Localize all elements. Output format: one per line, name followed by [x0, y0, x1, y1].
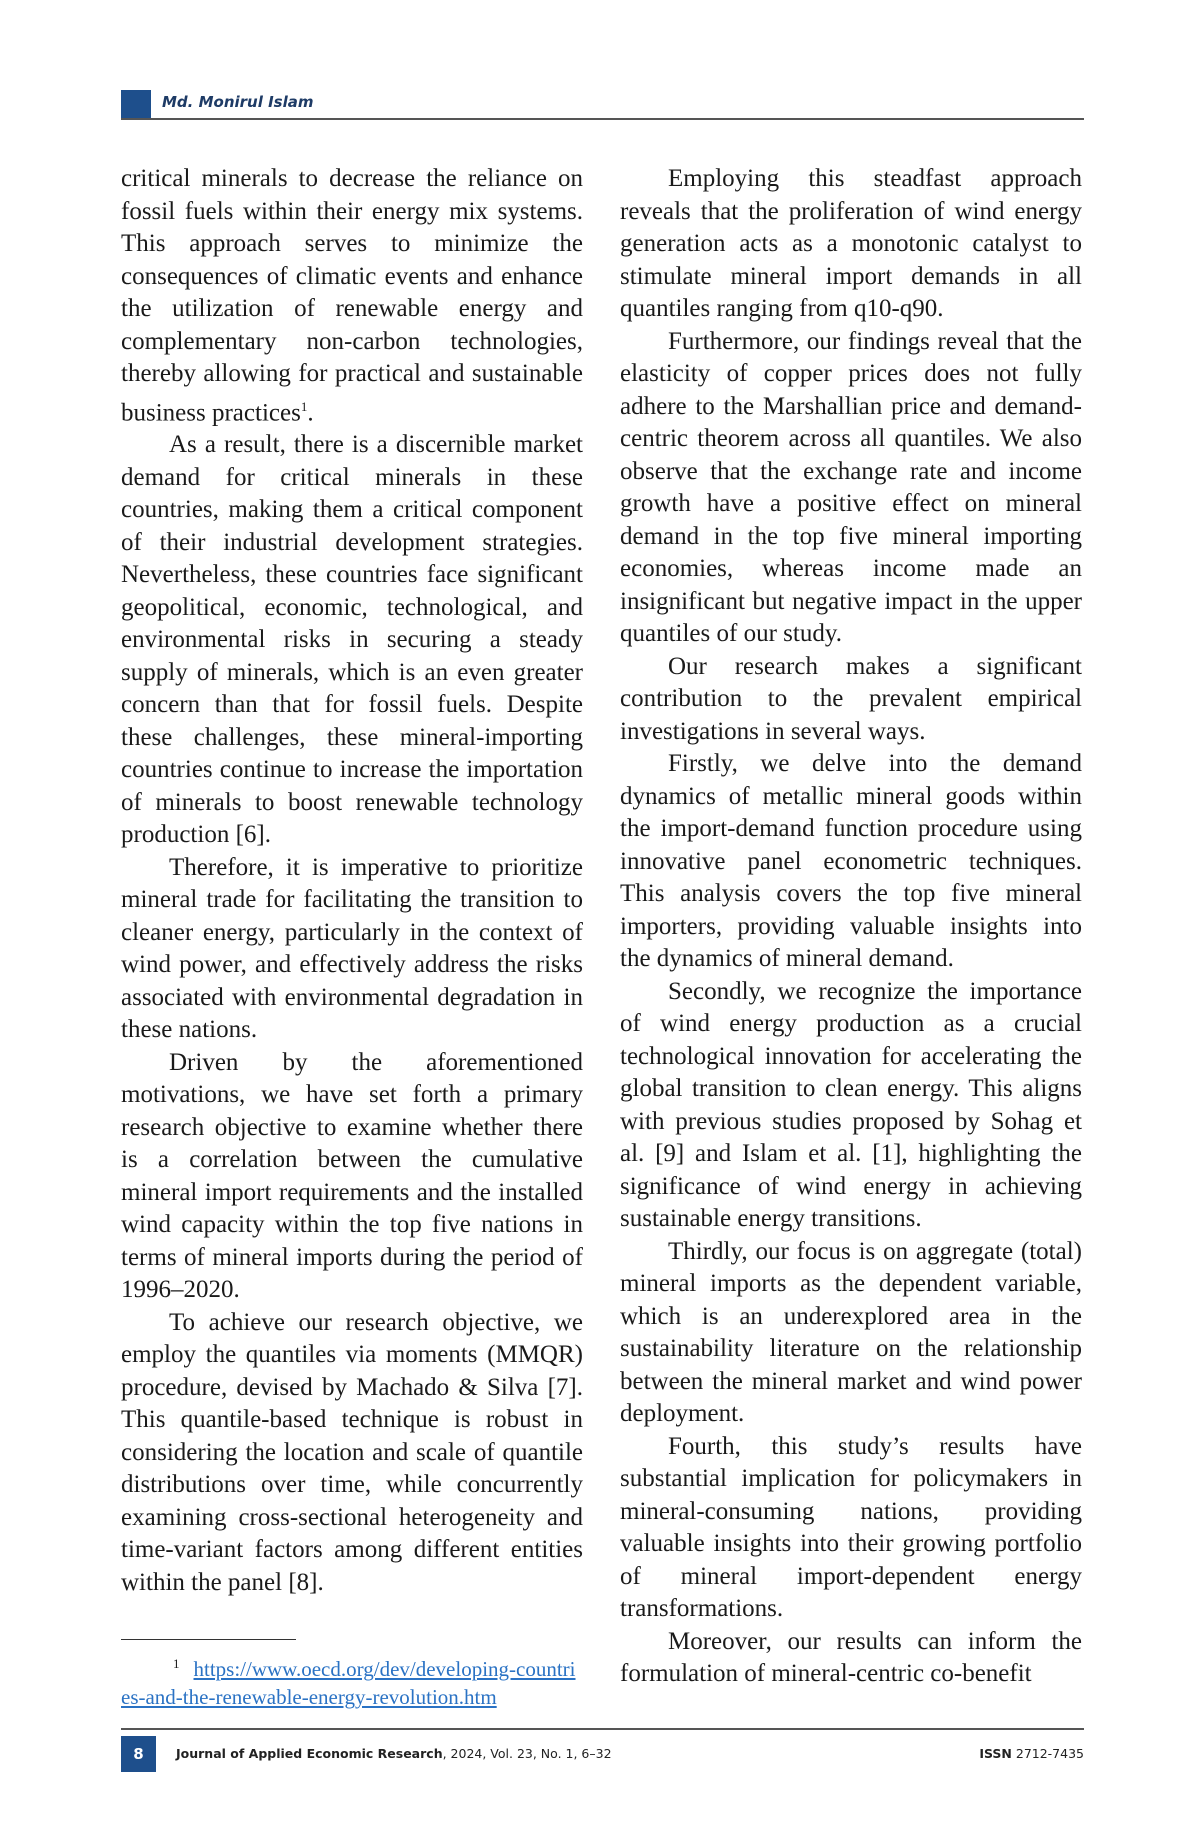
- issn-label: ISSN: [979, 1746, 1012, 1761]
- running-header-author: Md. Monirul Islam: [162, 93, 314, 111]
- footnote-link[interactable]: https://www.oecd.org/dev/developing-countries-and-the-renewable-energy-revolution.htm: [121, 1657, 576, 1709]
- paragraph: Employing this steadfast approach reveals that the proliferation of wind energy generation acts as a monotonic catalyst to stimulate mineral import demands in all quantiles ranging from q10-q90.: [620, 165, 1082, 322]
- paragraph: Secondly, we recognize the importance of wind energy production as a crucial technological innovation for accelerating the global transition to clean energy. This aligns with previous studies proposed by Sohag et al. [9] and Islam et al. [1], highlighting the significance of wind energy in achieving sustainable energy transitions.: [620, 977, 1082, 1232]
- header-divider: [121, 118, 1084, 120]
- paragraph: Furthermore, our findings reveal that the elasticity of copper prices does not fully adhere to the Marshallian price and demand-centric theorem across all quantiles. We also observe that the exchange rate and income growth have a positive effect on mineral demand in the top five mineral importing economies, whereas income made an insignificant but negative impact in the upper quantiles of our study.: [620, 327, 1082, 647]
- header-accent-block: [121, 90, 151, 120]
- right-column: [620, 163, 1082, 1691]
- paragraph: Our research makes a significant contribution to the prevalent empirical investigations in several ways.: [620, 652, 1082, 745]
- paragraph: To achieve our research objective, we employ the quantiles via moments (MMQR) procedure, devised by Machado & Silva [7]. This quantile-based technique is robust in considering the location and scale of quantile distributions over time, while concurrently examining cross-sectional heterogeneity and time-variant factors among different entities within the panel [8].: [121, 1308, 583, 1596]
- footnote-mark: 1: [173, 1656, 180, 1671]
- paragraph: critical minerals to decrease the reliance on fossil fuels within their energy mix systems. This approach serves to minimize the consequences of climatic events and enhance the utilization of renewable energy and complementary non-carbon technologies, thereby allowing for practical and sustainable business practices$^1$.: [121, 165, 583, 426]
- issn: [979, 1746, 1084, 1761]
- journal-citation: [176, 1746, 612, 1761]
- page-number: 8: [121, 1736, 156, 1772]
- journal-details: , 2024, Vol. 23, No. 1, 6–32: [442, 1746, 612, 1761]
- paragraph: Thirdly, our focus is on aggregate (total) mineral imports as the dependent variable, which is an underexplored area in the sustainability literature on the relationship between the mineral market and wind power deployment.: [620, 1237, 1082, 1427]
- paragraph: Fourth, this study’s results have substantial implication for policymakers in mineral-consuming nations, providing valuable insights into their growing portfolio of mineral import-dependent energy transformations.: [620, 1432, 1082, 1622]
- left-column: [121, 163, 583, 1599]
- footnote-divider: [121, 1639, 296, 1640]
- paragraph: As a result, there is a discernible market demand for critical minerals in these countries, making them a critical component of their industrial development strategies. Nevertheless, these countries face significant geopolitical, economic, technological, and environmental risks in securing a steady supply of minerals, which is an even greater concern than that for fossil fuels. Despite these challenges, these mineral-importing countries continue to increase the importation of minerals to boost renewable technology production [6].: [121, 431, 583, 849]
- footnote: [121, 1650, 583, 1711]
- paragraph: Therefore, it is imperative to prioritize mineral trade for facilitating the transition to cleaner energy, particularly in the context of wind power, and effectively address the risks associated with environmental degradation in these nations.: [121, 853, 583, 1044]
- paragraph: Firstly, we delve into the demand dynamics of metallic mineral goods within the import-demand function procedure using innovative panel econometric techniques. This analysis covers the top five mineral importers, providing valuable insights into the dynamics of mineral demand.: [620, 750, 1082, 972]
- issn-value: 2712-7435: [1011, 1746, 1084, 1761]
- footnote-reference[interactable]: 1: [300, 398, 308, 414]
- paragraph: Moreover, our results can inform the formulation of mineral-centric co-benefit: [620, 1627, 1082, 1687]
- paragraph: Driven by the aforementioned motivations, we have set forth a primary research objective to examine whether there is a correlation between the cumulative mineral import requirements and the installed wind capacity within the top five nations in terms of mineral imports during the period of 1996–2020.: [121, 1048, 583, 1304]
- footer-divider: [121, 1728, 1084, 1730]
- journal-name: Journal of Applied Economic Research: [176, 1746, 443, 1761]
